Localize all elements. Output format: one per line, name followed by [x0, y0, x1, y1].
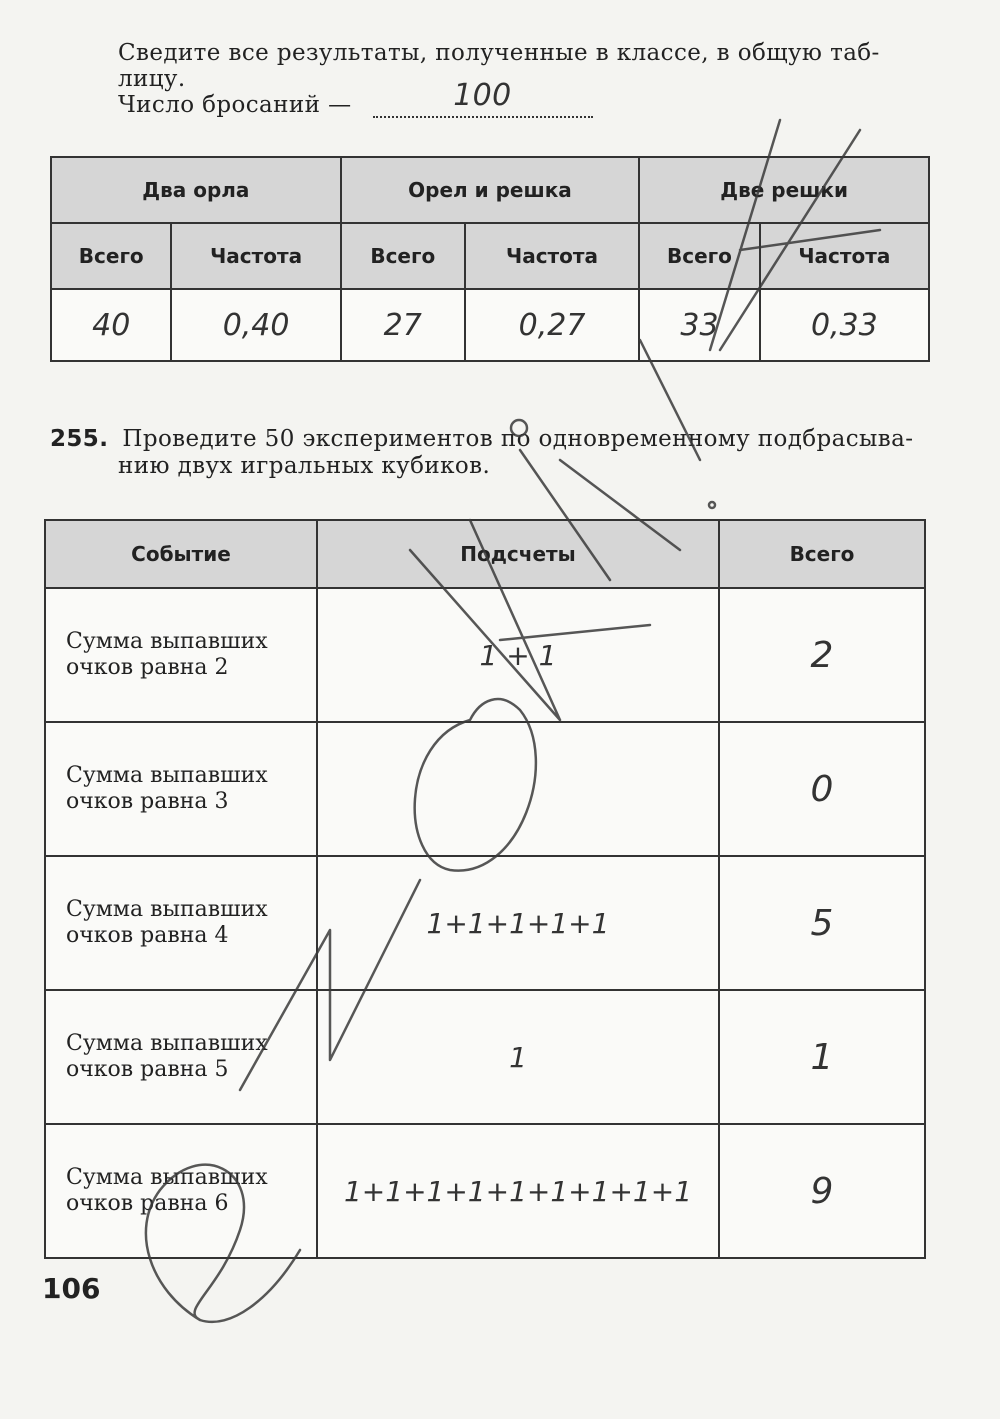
- table-row: [45, 1124, 925, 1258]
- subheader-total: Всего: [51, 223, 171, 289]
- subheader-total: Всего: [639, 223, 759, 289]
- two-heads-frequency: 0,40: [171, 289, 340, 361]
- two-heads-total: 40: [51, 289, 171, 361]
- event-cell: [45, 722, 317, 856]
- dice-results-table: [44, 519, 926, 1259]
- tally-cell: 1+1+1+1+1+1+1+1+1: [317, 1124, 719, 1258]
- intro-line-2: лицу.: [118, 66, 186, 92]
- intro-line-1: Сведите все результаты, полученные в классе, в общую таб-: [118, 40, 880, 66]
- two-tails-total: 33: [639, 289, 759, 361]
- tally-cell: 1: [317, 990, 719, 1124]
- coin-table-group-row: [51, 157, 929, 223]
- header-tally: Подсчеты: [317, 520, 719, 588]
- event-text-1: Сумма выпавших: [66, 1165, 268, 1190]
- event-text-2: очков равна 6: [66, 1191, 229, 1216]
- event-cell: [45, 588, 317, 722]
- table-row: [45, 588, 925, 722]
- group-header-two-heads: Два орла: [51, 157, 341, 223]
- page-number: 106: [42, 1272, 101, 1305]
- event-cell: [45, 990, 317, 1124]
- throw-count-value: 100: [453, 78, 512, 113]
- table-row: [45, 990, 925, 1124]
- total-cell: 9: [719, 1124, 925, 1258]
- intro-text: [118, 40, 938, 92]
- total-cell: 5: [719, 856, 925, 990]
- tally-cell: [317, 722, 719, 856]
- head-tail-total: 27: [341, 289, 465, 361]
- coin-results-table: [50, 156, 930, 362]
- event-text-1: Сумма выпавших: [66, 629, 268, 654]
- total-cell: 0: [719, 722, 925, 856]
- tally-cell: 1+1+1+1+1: [317, 856, 719, 990]
- event-text-1: Сумма выпавших: [66, 763, 268, 788]
- header-event: Событие: [45, 520, 317, 588]
- coin-table-value-row: [51, 289, 929, 361]
- table-row: [45, 722, 925, 856]
- event-cell: [45, 856, 317, 990]
- throw-count-label: Число бросаний —: [118, 92, 352, 118]
- table-row: [45, 856, 925, 990]
- task-line-2: нию двух игральных кубиков.: [118, 453, 491, 479]
- task-line-1: Проведите 50 экспериментов по одновременному подбрасыва-: [122, 426, 914, 452]
- task-255: [50, 426, 930, 480]
- event-text-2: очков равна 2: [66, 655, 229, 680]
- group-header-head-tail: Орел и решка: [341, 157, 640, 223]
- event-cell: [45, 1124, 317, 1258]
- head-tail-frequency: 0,27: [465, 289, 639, 361]
- subheader-frequency: Частота: [171, 223, 340, 289]
- header-total: Всего: [719, 520, 925, 588]
- tally-cell: 1 + 1: [317, 588, 719, 722]
- two-tails-frequency: 0,33: [760, 289, 929, 361]
- subheader-frequency: Частота: [465, 223, 639, 289]
- coin-table-sub-row: [51, 223, 929, 289]
- event-text-2: очков равна 3: [66, 789, 229, 814]
- dice-table-header-row: [45, 520, 925, 588]
- subheader-total: Всего: [341, 223, 465, 289]
- subheader-frequency: Частота: [760, 223, 929, 289]
- throw-count-blank: [373, 78, 593, 118]
- total-cell: 2: [719, 588, 925, 722]
- event-text-1: Сумма выпавших: [66, 897, 268, 922]
- event-text-2: очков равна 5: [66, 1057, 229, 1082]
- task-number: 255.: [50, 426, 109, 452]
- group-header-two-tails: Две решки: [639, 157, 929, 223]
- total-cell: 1: [719, 990, 925, 1124]
- event-text-2: очков равна 4: [66, 923, 229, 948]
- event-text-1: Сумма выпавших: [66, 1031, 268, 1056]
